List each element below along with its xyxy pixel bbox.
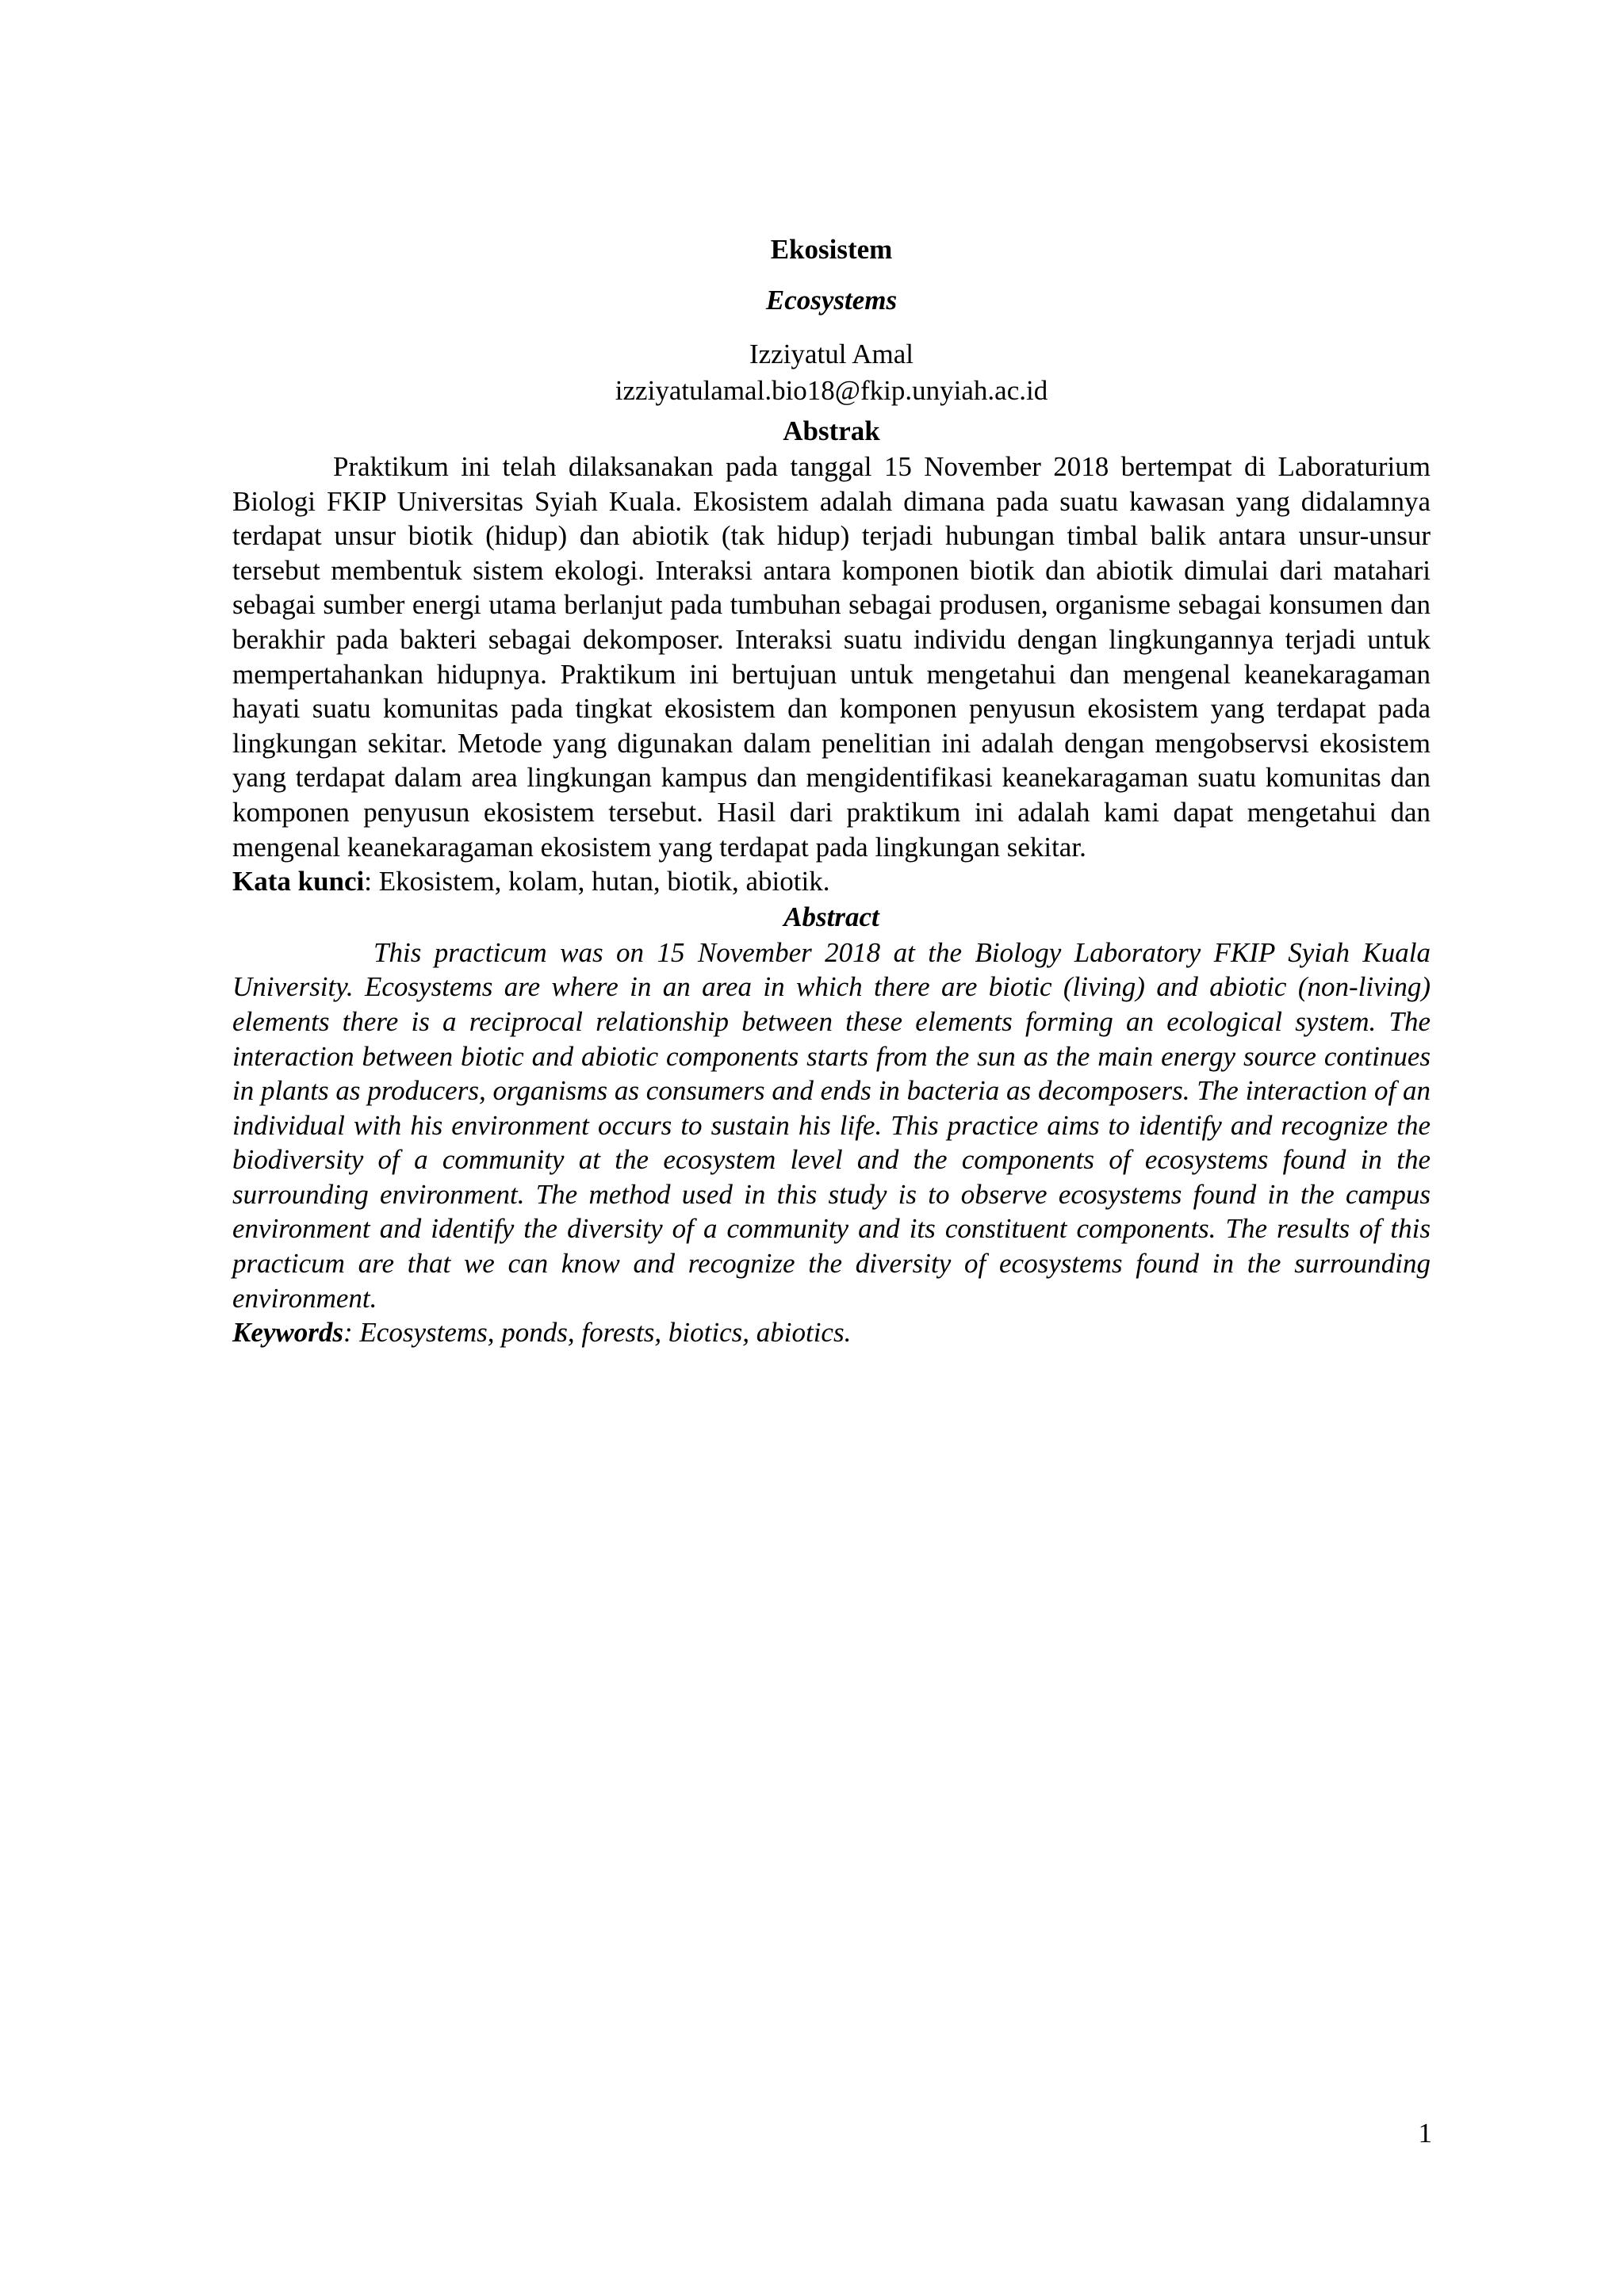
author-name: Izziyatul Amal (749, 339, 914, 369)
paper-content (232, 232, 1431, 1350)
abstract-keywords-text: : Ecosystems, ponds, forests, biotics, abiotics. (343, 1317, 852, 1349)
abstrak-keywords-text: : Ekosistem, kolam, hutan, biotik, abiotik. (364, 866, 830, 897)
abstract-keywords (232, 1315, 1431, 1350)
paper-title: Ekosistem (770, 234, 893, 265)
author-email: izziyatulamal.bio18@fkip.unyiah.ac.id (615, 375, 1048, 406)
abstrak-keywords-label: Kata kunci (232, 866, 365, 897)
abstract-keywords-label: Keywords (232, 1317, 343, 1349)
paper-subtitle: Ecosystems (765, 285, 898, 316)
abstract-body: This practicum was on 15 November 2018 at the Biology Laboratory FKIP Syiah Kuala University. Ecosystems are where in an area in which there are biotic (living) and abiotic (non-living) elements there is a reciprocal relationship between these elements forming an ecological system. The interaction between biotic and abiotic components starts from the sun as the main energy source continues in plants as producers, organisms as consumers and ends in bacteria as decomposers. The interaction of an individual with his environment occurs to sustain his life. This practice aims to identify and recognize the biodiversity of a community at the ecosystem level and the components of ecosystems found in the surrounding environment. The method used in this study is to observe ecosystems found in the campus environment and identify the diversity of a community and its constituent components. The results of this practicum are that we can know and recognize the diversity of ecosystems found in the surrounding environment. (232, 936, 1431, 1314)
abstrak-body: Praktikum ini telah dilaksanakan pada tanggal 15 November 2018 bertempat di Laboraturium Biologi FKIP Universitas Syiah Kuala. Ekosistem adalah dimana pada suatu kawasan yang didalamnya terdapat unsur biotik (hidup) dan abiotik (tak hidup) terjadi hubungan timbal balik antara unsur-unsur tersebut membentuk sistem ekologi. Interaksi antara komponen biotik dan abiotik dimulai dari matahari sebagai sumber energi utama berlanjut pada tumbuhan sebagai produsen, organisme sebagai konsumen dan berakhir pada bakteri sebagai dekomposer. Interaksi suatu individu dengan lingkungannya terjadi untuk mempertahankan hidupnya. Praktikum ini bertujuan untuk mengetahui dan mengenal keanekaragaman hayati suatu komunitas pada tingkat ekosistem dan komponen penyusun ekosistem yang terdapat pada lingkungan sekitar. Metode yang digunakan dalam penelitian ini adalah dengan mengobservsi ekosistem yang terdapat dalam area lingkungan kampus dan mengidentifikasi keanekaragaman suatu komunitas dan komponen penyusun ekosistem tersebut. Hasil dari praktikum ini adalah kami dapat mengetahui dan mengenal keanekaragaman ekosistem yang terdapat pada lingkungan sekitar. (232, 451, 1431, 863)
abstrak-heading: Abstrak (783, 415, 880, 446)
abstrak-keywords (232, 864, 1431, 899)
abstract-heading: Abstract (783, 901, 879, 932)
page-number: 1 (1418, 2118, 1432, 2149)
